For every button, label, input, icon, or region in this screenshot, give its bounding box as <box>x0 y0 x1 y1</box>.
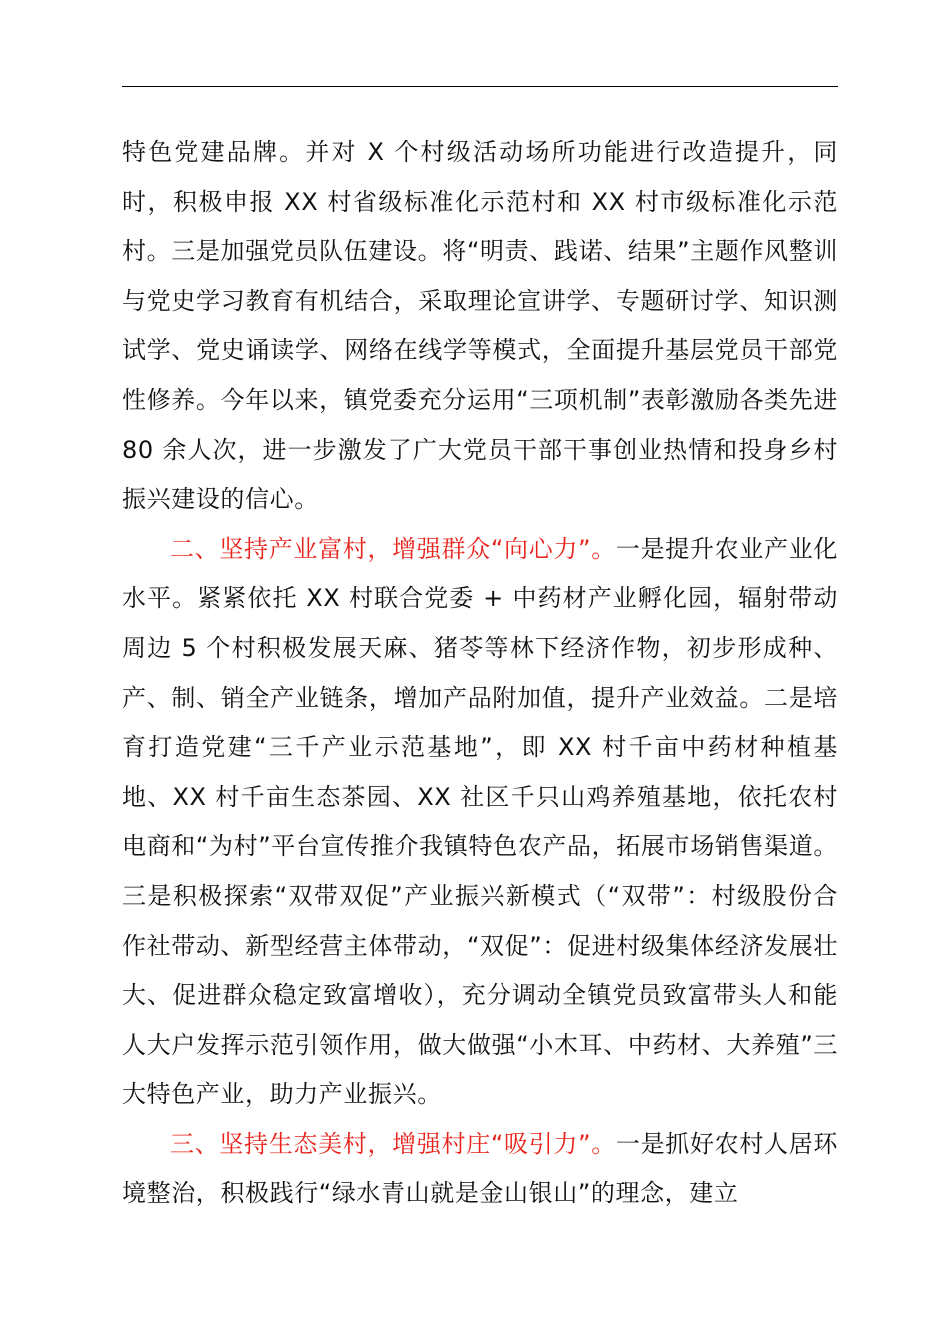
paragraph-section-2 <box>122 525 838 1120</box>
paragraph-text: 特色党建品牌。并对 X 个村级活动场所功能进行改造提升，同时，积极申报 XX 村省级标准化示范村和 XX 村市级标准化示范村。三是加强党员队伍建设。将“明责、践诺、结果”主题作风整训与党史学习教育有机结合，采取理论宣讲学、专题研讨学、知识测试学、党史诵读学、网络在线学等模式，全面提升基层党员干部党性修养。今年以来，镇党委充分运用“三项机制”表彰激励各类先进 80 余人次，进一步激发了广大党员干部干事创业热情和投身乡村振兴建设的信心。 <box>122 138 838 514</box>
paragraph-text: 一是提升农业产业化水平。紧紧依托 XX 村联合党委 + 中药材产业孵化园，辐射带动周边 5 个村积极发展天麻、猪苓等林下经济作物，初步形成种、产、制、销全产业链条，增加产品附加值，提升产业效益。二是培育打造党建“三千产业示范基地”，即 XX 村千亩中药材种植基地、XX 村千亩生态茶园、XX 社区千只山鸡养殖基地，依托农村电商和“为村”平台宣传推介我镇特色农产品，拓展市场销售渠道。三是积极探索“双带双促”产业振兴新模式（“双带”：村级股份合作社带动、新型经营主体带动，“双促”：促进村级集体经济发展壮大、促进群众稳定致富增收），充分调动全镇党员致富带头人和能人大户发挥示范引领作用，做大做强“小木耳、中药材、大养殖”三大特色产业，助力产业振兴。 <box>122 534 838 1109</box>
paragraph-text: 一是抓好农村人居环境整治，积极践行“绿水青山就是金山银山”的理念，建立 <box>122 1129 838 1208</box>
paragraph-continuation <box>122 128 838 525</box>
document-body <box>122 128 838 1219</box>
section-heading: 二、坚持产业富村，增强群众“向心力”。 <box>170 534 616 563</box>
header-rule <box>122 86 838 87</box>
section-heading: 三、坚持生态美村，增强村庄“吸引力”。 <box>170 1129 616 1158</box>
paragraph-section-3 <box>122 1120 838 1219</box>
